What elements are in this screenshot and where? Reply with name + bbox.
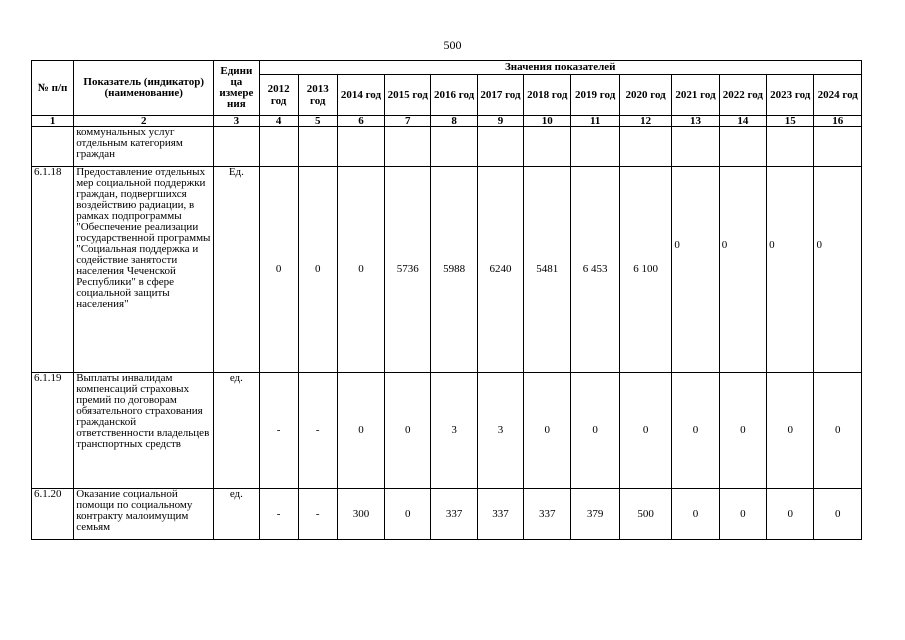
column-number: 9 xyxy=(477,116,523,127)
row-value: 5988 xyxy=(431,167,477,373)
row-value xyxy=(672,127,719,167)
header-year: 2016 год xyxy=(431,75,477,116)
header-year: 2024 год xyxy=(814,75,862,116)
row-indicator: Выплаты инвалидам компенсаций страховых премий по договорам обязательного страхования гражданской ответственности владельцев транспортных средств xyxy=(74,373,214,489)
row-value xyxy=(431,127,477,167)
header-unit: Едини ца измере ния xyxy=(214,61,259,116)
row-value: 0 xyxy=(337,373,384,489)
header-year: 2018 год xyxy=(524,75,571,116)
row-value: 337 xyxy=(524,489,571,540)
column-number: 6 xyxy=(337,116,384,127)
row-value: 0 xyxy=(337,167,384,373)
header-row-1 xyxy=(32,61,862,75)
header-year: 2013 год xyxy=(298,75,337,116)
row-value xyxy=(477,127,523,167)
column-number: 4 xyxy=(259,116,298,127)
row-value: 0 xyxy=(767,489,814,540)
row-value: 500 xyxy=(619,489,672,540)
row-value: 0 xyxy=(767,373,814,489)
header-year: 2023 год xyxy=(767,75,814,116)
row-num: 6.1.18 xyxy=(32,167,74,373)
row-value: 0 xyxy=(619,373,672,489)
table-row xyxy=(32,127,862,167)
row-value xyxy=(672,167,719,373)
row-value: - xyxy=(259,373,298,489)
row-value: 0 xyxy=(385,489,431,540)
page-number: 500 xyxy=(443,38,462,52)
row-value xyxy=(767,167,814,373)
row-value: 6 100 xyxy=(619,167,672,373)
row-num: 6.1.19 xyxy=(32,373,74,489)
header-year: 2021 год xyxy=(672,75,719,116)
row-value: 0 xyxy=(719,489,766,540)
column-number: 5 xyxy=(298,116,337,127)
row-value: - xyxy=(259,489,298,540)
row-value xyxy=(298,127,337,167)
row-value: 5736 xyxy=(385,167,431,373)
column-number: 11 xyxy=(571,116,619,127)
header-year: 2014 год xyxy=(337,75,384,116)
row-num: 6.1.20 xyxy=(32,489,74,540)
row-value: 6240 xyxy=(477,167,523,373)
row-value xyxy=(814,167,862,373)
table-row xyxy=(32,373,862,489)
header-indicator: Показатель (индикатор) (наименование) xyxy=(74,61,214,116)
row-value-text: 0 xyxy=(674,239,680,251)
header-year: 2022 год xyxy=(719,75,766,116)
row-value xyxy=(719,127,766,167)
row-value xyxy=(337,127,384,167)
row-value: 0 xyxy=(814,373,862,489)
row-unit xyxy=(214,127,259,167)
row-value: 3 xyxy=(431,373,477,489)
column-number: 3 xyxy=(214,116,259,127)
row-indicator: коммунальных услуг отдельным категориям граждан xyxy=(74,127,214,167)
row-value: 300 xyxy=(337,489,384,540)
header-num: № п/п xyxy=(32,61,74,116)
row-value: 0 xyxy=(298,167,337,373)
row-indicator: Оказание социальной помощи по социальному контракту малоимущим семьям xyxy=(74,489,214,540)
row-value xyxy=(719,167,766,373)
column-number: 1 xyxy=(32,116,74,127)
row-value: 0 xyxy=(571,373,619,489)
row-value xyxy=(524,127,571,167)
row-value xyxy=(259,127,298,167)
row-value: 0 xyxy=(814,489,862,540)
column-number: 12 xyxy=(619,116,672,127)
row-unit: ед. xyxy=(214,489,259,540)
row-num xyxy=(32,127,74,167)
header-year: 2019 год xyxy=(571,75,619,116)
header-values-group: Значения показателей xyxy=(259,61,861,75)
column-number: 14 xyxy=(719,116,766,127)
table-row xyxy=(32,167,862,373)
row-value-text: 0 xyxy=(769,239,775,251)
row-value: 0 xyxy=(719,373,766,489)
row-value: 3 xyxy=(477,373,523,489)
row-value: 337 xyxy=(431,489,477,540)
column-number: 13 xyxy=(672,116,719,127)
row-unit: Ед. xyxy=(214,167,259,373)
indicators-table xyxy=(31,60,862,540)
row-unit: ед. xyxy=(214,373,259,489)
row-value xyxy=(571,127,619,167)
row-value: 0 xyxy=(385,373,431,489)
header-year: 2015 год xyxy=(385,75,431,116)
row-value: 0 xyxy=(259,167,298,373)
row-value: 5481 xyxy=(524,167,571,373)
row-value: 337 xyxy=(477,489,523,540)
row-value xyxy=(767,127,814,167)
row-value xyxy=(814,127,862,167)
column-number: 15 xyxy=(767,116,814,127)
column-number: 7 xyxy=(385,116,431,127)
column-number: 2 xyxy=(74,116,214,127)
column-number: 10 xyxy=(524,116,571,127)
column-number: 8 xyxy=(431,116,477,127)
row-value: 6 453 xyxy=(571,167,619,373)
row-value: 379 xyxy=(571,489,619,540)
row-value-text: 0 xyxy=(721,239,728,251)
header-year: 2012 год xyxy=(259,75,298,116)
row-value: - xyxy=(298,373,337,489)
header-year: 2017 год xyxy=(477,75,523,116)
row-value xyxy=(619,127,672,167)
row-value xyxy=(385,127,431,167)
row-value-text: 0 xyxy=(816,239,822,251)
row-indicator: Предоставление отдельных мер социальной поддержки граждан, подвергшихся воздействию радиации, в рамках подпрограммы "Обеспечение реализации государственной программы "Социальная поддержка и содействие занятости населения Чеченской Республики" в сфере социальной защиты населения" xyxy=(74,167,214,373)
column-number-row xyxy=(32,116,862,127)
row-value: 0 xyxy=(524,373,571,489)
header-year: 2020 год xyxy=(619,75,672,116)
row-value: 0 xyxy=(672,373,719,489)
row-value: 0 xyxy=(672,489,719,540)
row-value: - xyxy=(298,489,337,540)
table-row xyxy=(32,489,862,540)
column-number: 16 xyxy=(814,116,862,127)
